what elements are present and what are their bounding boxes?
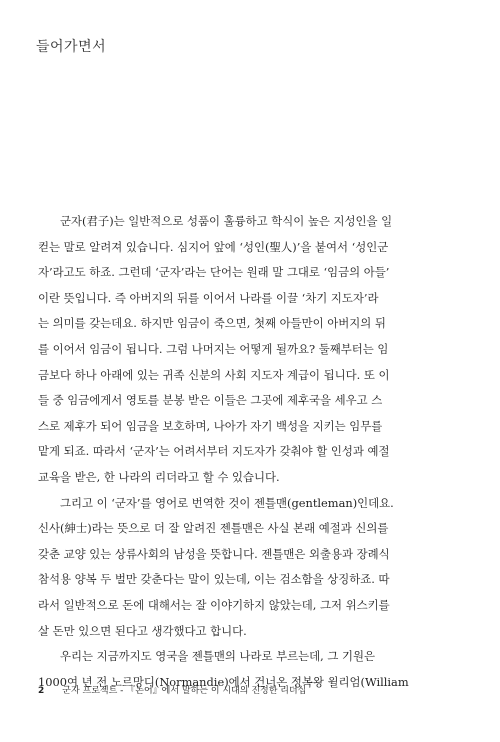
paragraph-england-origin: 우리는 지금까지도 영국을 젠틀맨의 나라로 부르는데, 그 기원은 1000여 년 전 노르망디(Normandie)에서 건너온 정복왕 윌리엄(William: [38, 649, 409, 689]
paragraph-gunja-definition: 군자(君子)는 일반적으로 성품이 훌륭하고 학식이 높은 지성인을 일 컫는 말로 알려져 있습니다. 심지어 앞에 ‘성인(聖人)’을 붙여서 ‘성인군 자’라고도 하죠. 그런데 ‘군자’라는 단어는 원래 말 그대로 ‘임금의 아들’ 이란 뜻입니다. 즉 아버지의 뒤를 이어서 나라를 이끌 ‘차기 지도자’라 는 의미를 갖는데요. 하지만 임금이 죽으면, 첫째 아들만이 아버지의 뒤 를 이어서 임금이 됩니다. 그럼 나머지는 어떻게 될까요? 둘째부터는 임 금보다 하나 아래에 있는 귀족 신분의 사회 지도자 계급이 됩니다. 또 이 들 중 임금에게서 영토를 분봉 받은 이들은 그곳에 제후국을 세우고 스 스로 제후가 되어 임금을 보호하며, 나아가 자기 백성을 지키는 임무를 맡게 되죠. 따라서 ‘군자’는 어려서부터 지도자가 갖춰야 할 인성과 예절 교육을 받은, 한 나라의 리더라고 할 수 있습니다.: [38, 214, 393, 484]
running-title: 군자 프로젝트 - 『논어』에서 말하는 이 시대의 진정한 리더십: [62, 686, 307, 696]
page-number: 2: [38, 686, 45, 696]
paragraph-gentleman: 그리고 이 ‘군자’를 영어로 번역한 것이 젠틀맨(gentleman)인데요. 신사(紳士)라는 뜻으로 더 잘 알려진 젠틀맨은 사실 본래 예절과 신의를 갖춘 교양 있는 상류사회의 남성을 뜻합니다. 젠틀맨은 외출용과 장례식 참석용 양복 두 벌만 갖춘다는 말이 있는데, 이는 검소함을 상징하죠. 따 라서 일반적으로 돈에 대해서는 잘 이야기하지 않았는데, 그저 위스키를 살 돈만 있으면 된다고 생각했다고 합니다.: [38, 495, 394, 638]
body-text: [38, 209, 462, 695]
page-footer: [38, 683, 306, 696]
chapter-header: 들어가면서: [36, 39, 107, 55]
